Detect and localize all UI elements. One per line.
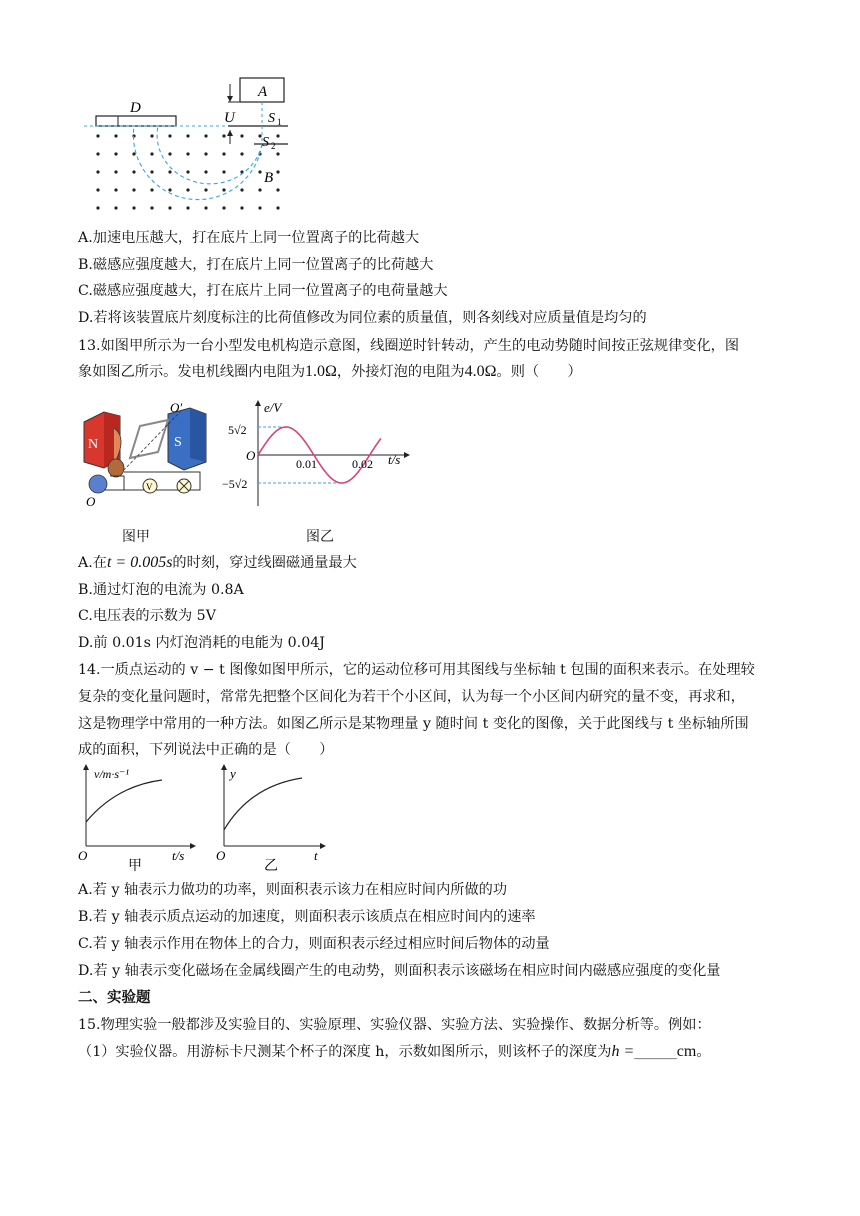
q15-line1: 15.物理实验一般都涉及实验目的、实验原理、实验仪器、实验方法、实验操作、数据分析等。例如：: [78, 1017, 711, 1033]
field-dot: [186, 170, 189, 173]
q13-option-d: D.前 0.01s 内灯泡消耗的电能为 0.04J: [78, 635, 325, 651]
chart-ytick-bottom: −5√2: [222, 477, 248, 491]
field-dot: [168, 206, 171, 209]
mass-spectrometer-figure: [78, 74, 298, 214]
chart-ylabel: e/V: [264, 400, 282, 415]
answer-blank[interactable]: ______: [634, 1044, 677, 1060]
field-dot: [96, 152, 99, 155]
field-dot: [204, 134, 207, 137]
yt-graph: [214, 764, 326, 874]
caption-jia: 图甲: [122, 529, 150, 545]
generator-figure: [80, 398, 210, 510]
field-dot: [114, 134, 117, 137]
q13-stem-line2: 象如图乙所示。发电机线圈内电阻为1.0Ω，外接灯泡的电阻为4.0Ω。则（ ）: [78, 363, 582, 380]
field-dot: [186, 152, 189, 155]
svg-text:D: D: [130, 100, 141, 116]
field-dot: [114, 188, 117, 191]
q14-option-b: B.若 y 轴表示质点运动的加速度，则面积表示该质点在相应时间内的速率: [78, 909, 536, 925]
svg-text:y: y: [230, 766, 236, 781]
field-dot: [276, 188, 279, 191]
field-dot: [222, 170, 225, 173]
q14-stem-line1: 14.一质点运动的 v − t 图像如图甲所示，它的运动位移可用其图线与坐标轴 t 包围的面积来表示。在处理较: [78, 662, 755, 678]
q12-option-b: B.磁感应强度越大，打在底片上同一位置离子的比荷越大: [78, 257, 434, 273]
svg-text:O: O: [86, 494, 96, 509]
field-dot: [240, 134, 243, 137]
field-dot: [240, 188, 243, 191]
field-dot: [132, 206, 135, 209]
svg-text:t/s: t/s: [172, 848, 185, 863]
svg-text:U: U: [224, 110, 235, 126]
field-dot: [186, 188, 189, 191]
field-dot: [222, 188, 225, 191]
q13-option-a: A.在t = 0.005s的时刻，穿过线圈磁通量最大: [78, 554, 357, 571]
field-dot: [96, 206, 99, 209]
chart-xtick-2: 0.02: [352, 457, 373, 471]
field-dot: [168, 134, 171, 137]
svg-text:t: t: [314, 848, 318, 863]
q13-stem-line1: 13.如图甲所示为一台小型发电机构造示意图，线圈逆时针转动，产生的电动势随时间按正弦规律变化，图: [78, 338, 740, 354]
svg-text:2: 2: [271, 141, 276, 151]
svg-text:A: A: [258, 84, 268, 100]
field-dot: [114, 170, 117, 173]
section-title: 二、实验题: [78, 990, 151, 1006]
q14-option-d: D.若 y 轴表示变化磁场在金属线圈产生的电动势，则面积表示该磁场在相应时间内磁感应强度的变化量: [78, 963, 721, 979]
field-dot: [258, 170, 261, 173]
q13-option-c: C.电压表的示数为 5V: [78, 608, 216, 624]
x-axis-arrow: [404, 452, 410, 458]
q12-option-a: A.加速电压越大，打在底片上同一位置离子的比荷越大: [78, 230, 420, 246]
field-dot: [186, 206, 189, 209]
field-dot: [168, 188, 171, 191]
field-dot: [204, 206, 207, 209]
vt-graph: [76, 764, 196, 874]
q12-option-d: D.若将该装置底片刻度标注的比荷值修改为同位素的质量值，则各刻线对应质量值是均匀的: [78, 310, 647, 326]
field-dot: [168, 152, 171, 155]
svg-text:O: O: [216, 848, 226, 863]
field-dot: [222, 134, 225, 137]
field-dot: [276, 152, 279, 155]
q14-stem-line2: 复杂的变化量问题时，常常先把整个区间化为若干个小区间，认为每一个小区间内研究的量不变，再求和，: [78, 689, 745, 705]
field-dot: [276, 170, 279, 173]
svg-text:S: S: [174, 435, 182, 450]
svg-text:B: B: [264, 170, 274, 186]
field-dot: [150, 152, 153, 155]
field-dot: [222, 152, 225, 155]
y-axis-arrow: [255, 400, 261, 406]
field-dot: [150, 188, 153, 191]
field-dot: [114, 152, 117, 155]
field-dot: [276, 134, 279, 137]
svg-text:S: S: [262, 135, 269, 150]
field-dot: [204, 152, 207, 155]
field-dot: [132, 170, 135, 173]
q14-stem-line4: 成的面积，下列说法中正确的是（ ）: [78, 742, 334, 758]
q15-line2: （1）实验仪器。用游标卡尺测某个杯子的深度 h，示数如图所示，则该杯子的深度为h =______cm。: [78, 1043, 711, 1060]
caption-yi: 图乙: [306, 529, 334, 545]
q12-option-c: C.磁感应强度越大，打在底片上同一位置离子的电荷量越大: [78, 283, 448, 299]
svg-text:1: 1: [277, 117, 282, 127]
field-dot: [150, 134, 153, 137]
field-dot: [240, 152, 243, 155]
svg-text:O: O: [78, 848, 88, 863]
field-dot: [240, 206, 243, 209]
svg-text:V: V: [146, 482, 153, 492]
svg-text:v/m·s⁻¹: v/m·s⁻¹: [94, 767, 129, 781]
svg-text:S: S: [268, 111, 275, 126]
magnetic-field-dots: [96, 134, 279, 209]
chart-origin: O: [246, 448, 256, 463]
q14-option-a: A.若 y 轴表示力做功的功率，则面积表示该力在相应时间内所做的功: [78, 882, 508, 898]
field-dot: [186, 134, 189, 137]
field-dot: [150, 206, 153, 209]
field-dot: [96, 134, 99, 137]
field-dot: [150, 170, 153, 173]
field-dot: [168, 170, 171, 173]
field-dot: [96, 188, 99, 191]
q13-option-b: B.通过灯泡的电流为 0.8A: [78, 582, 244, 598]
field-dot: [204, 170, 207, 173]
field-dot: [258, 206, 261, 209]
svg-text:O′: O′: [170, 400, 183, 415]
field-dot: [258, 188, 261, 191]
field-dot: [204, 188, 207, 191]
field-dot: [132, 188, 135, 191]
chart-ytick-top: 5√2: [228, 423, 247, 437]
chart-xlabel: t/s: [388, 452, 401, 467]
svg-text:甲: 甲: [128, 859, 142, 874]
field-dot: [114, 206, 117, 209]
svg-text:乙: 乙: [264, 859, 278, 874]
svg-text:N: N: [88, 437, 99, 452]
field-dot: [96, 170, 99, 173]
q14-stem-line3: 这是物理学中常用的一种方法。如图乙所示是某物理量 y 随时间 t 变化的图像，关于此图线与 t 坐标轴所围: [78, 716, 749, 732]
q14-option-c: C.若 y 轴表示作用在物体上的合力，则面积表示经过相应时间后物体的动量: [78, 936, 550, 952]
field-dot: [132, 152, 135, 155]
chart-xtick-1: 0.01: [296, 457, 317, 471]
emf-sine-chart: [222, 398, 412, 510]
field-dot: [276, 206, 279, 209]
field-dot: [222, 206, 225, 209]
